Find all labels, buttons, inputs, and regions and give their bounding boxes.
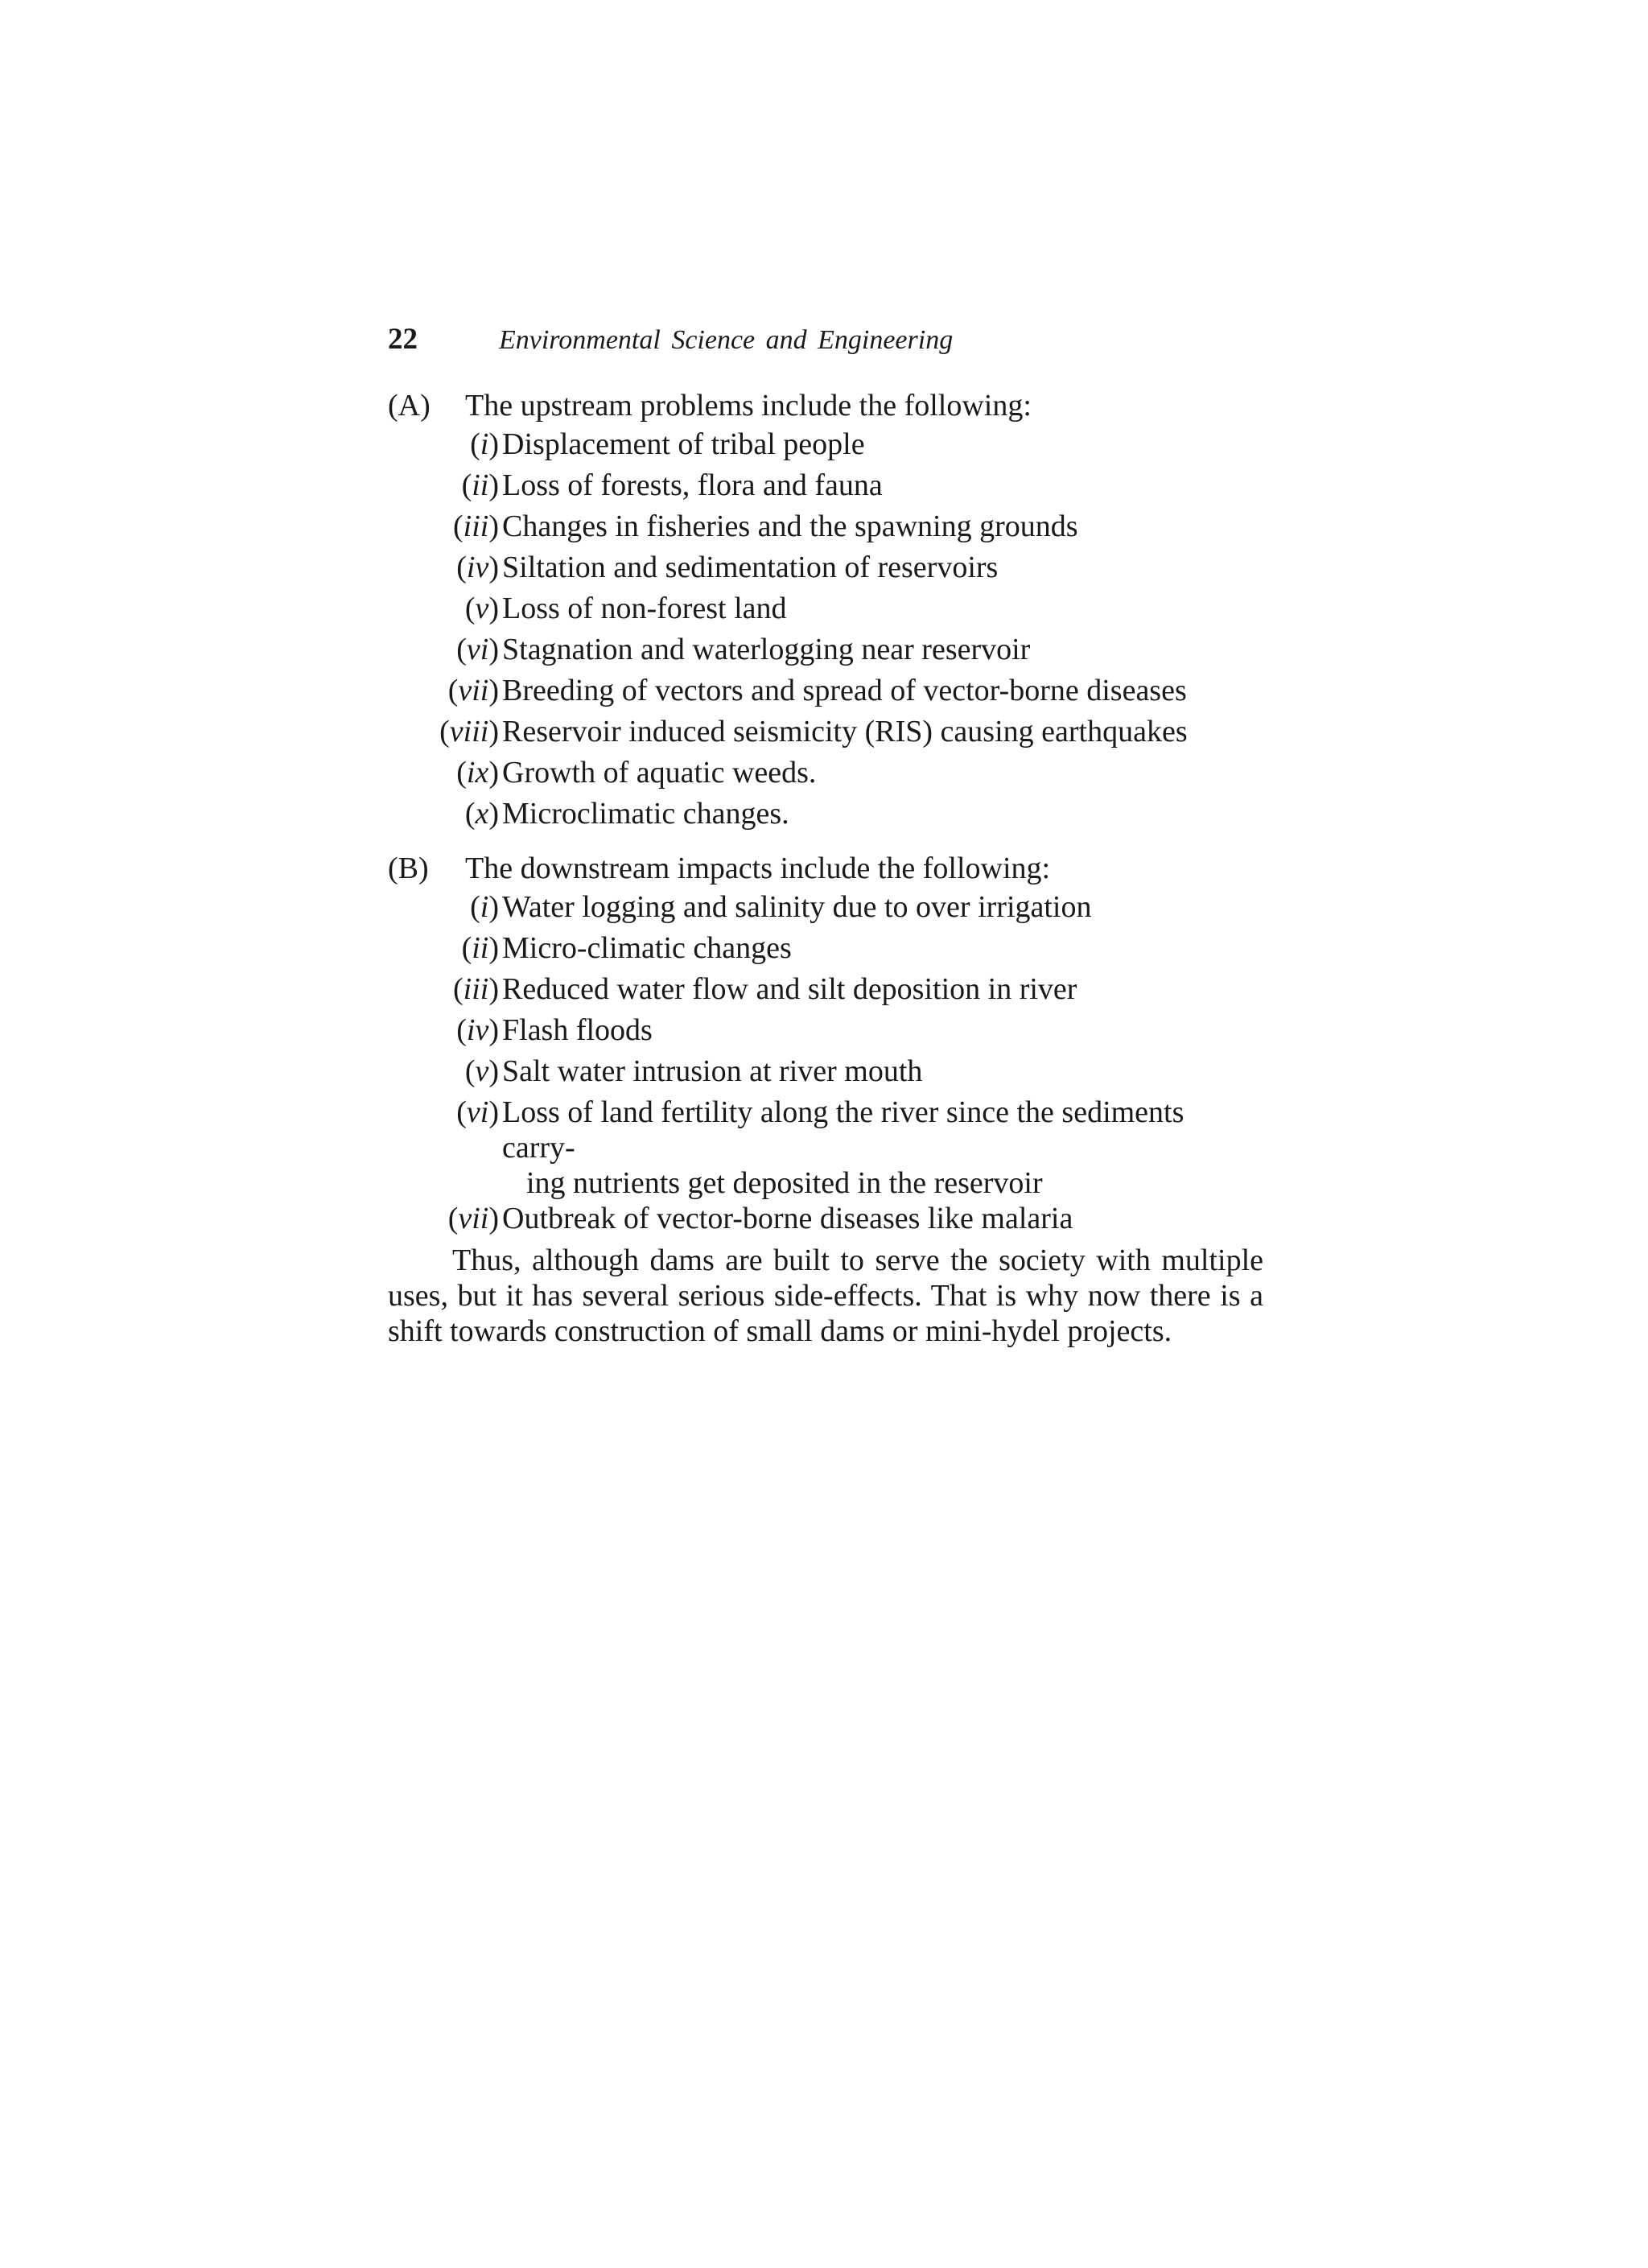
list-item xyxy=(388,1054,1273,1095)
list-item-numeral: (vii) xyxy=(447,674,499,707)
section-heading xyxy=(388,385,1273,427)
list-item-numeral: (i) xyxy=(470,890,499,924)
list-item-numeral: (iii) xyxy=(453,972,499,1006)
list-item-text: Stagnation and waterlogging near reservoir xyxy=(502,633,1031,666)
list-item-text: Flash floods xyxy=(502,1013,653,1047)
list-item-numeral: (iv) xyxy=(456,551,499,584)
downstream-list xyxy=(388,889,1273,1242)
section-downstream-impacts xyxy=(388,847,1273,1242)
section-letter: (B) xyxy=(388,852,429,885)
section-letter: (A) xyxy=(388,389,431,423)
list-item-numeral: (iii) xyxy=(453,509,499,543)
list-item xyxy=(388,971,1273,1012)
page-number: 22 xyxy=(388,323,418,356)
list-item xyxy=(388,509,1273,550)
list-item-text: Micro-climatic changes xyxy=(502,931,792,965)
running-head: Environmental Science and Engineering xyxy=(499,325,954,355)
list-item-numeral: (ii) xyxy=(461,931,499,965)
list-item-text: Salt water intrusion at river mouth xyxy=(502,1054,923,1088)
list-item-numeral: (ii) xyxy=(461,468,499,502)
list-item-text xyxy=(502,1095,1259,1201)
list-item xyxy=(388,930,1273,971)
list-item-text: Water logging and salinity due to over irrigation xyxy=(502,890,1092,924)
list-item xyxy=(388,1095,1273,1201)
upstream-list xyxy=(388,427,1273,837)
page-header xyxy=(388,320,1273,361)
list-item xyxy=(388,1012,1273,1054)
list-item xyxy=(388,550,1273,591)
conclusion-paragraph: Thus, although dams are built to serve the society with multiple uses, but it has several serious side-effects. That is why now there is a shift towards construction of small dams or mini-hydel projects. xyxy=(388,1243,1263,1348)
list-item xyxy=(388,427,1273,468)
list-item-text: Loss of non-forest land xyxy=(502,592,787,625)
list-item-text: Growth of aquatic weeds. xyxy=(502,756,817,790)
list-item-text: Reservoir induced seismicity (RIS) causing earthquakes xyxy=(502,715,1188,748)
list-item-text: Microclimatic changes. xyxy=(502,797,789,831)
section-heading xyxy=(388,847,1273,889)
list-item xyxy=(388,1201,1273,1242)
list-item xyxy=(388,591,1273,632)
list-item-text: Displacement of tribal people xyxy=(502,427,865,461)
list-item-text: Outbreak of vector-borne diseases like malaria xyxy=(502,1202,1073,1235)
list-item xyxy=(388,889,1273,930)
list-item-text: Changes in fisheries and the spawning grounds xyxy=(502,509,1078,543)
list-item-numeral: (iv) xyxy=(456,1013,499,1047)
list-item xyxy=(388,632,1273,673)
list-item-text-line1: Loss of land fertility along the river since the sediments carry- xyxy=(502,1095,1184,1165)
list-item xyxy=(388,755,1273,796)
list-item-numeral: (i) xyxy=(470,427,499,461)
list-item-numeral: (ix) xyxy=(456,756,499,790)
list-item-text: Reduced water flow and silt deposition in river xyxy=(502,972,1077,1006)
section-intro: The downstream impacts include the following: xyxy=(465,852,1051,885)
list-item-numeral: (vii) xyxy=(447,1202,499,1235)
list-item-numeral: (vi) xyxy=(456,1095,499,1129)
list-item-numeral: (x) xyxy=(464,797,499,831)
list-item-text: Siltation and sedimentation of reservoirs xyxy=(502,551,999,584)
list-item-text: Breeding of vectors and spread of vector-borne diseases xyxy=(502,674,1187,707)
list-item-numeral: (v) xyxy=(464,1054,499,1088)
list-item-numeral: (v) xyxy=(464,592,499,625)
section-intro: The upstream problems include the following: xyxy=(465,389,1032,423)
list-item-text-line2: ing nutrients get deposited in the reservoir xyxy=(526,1166,1043,1200)
list-item xyxy=(388,714,1273,755)
list-item-numeral: (vi) xyxy=(456,633,499,666)
list-item-numeral: (viii) xyxy=(439,715,499,748)
section-upstream-problems xyxy=(388,385,1273,837)
list-item xyxy=(388,796,1273,837)
list-item-text: Loss of forests, flora and fauna xyxy=(502,468,883,502)
list-item xyxy=(388,673,1273,714)
list-item xyxy=(388,468,1273,509)
